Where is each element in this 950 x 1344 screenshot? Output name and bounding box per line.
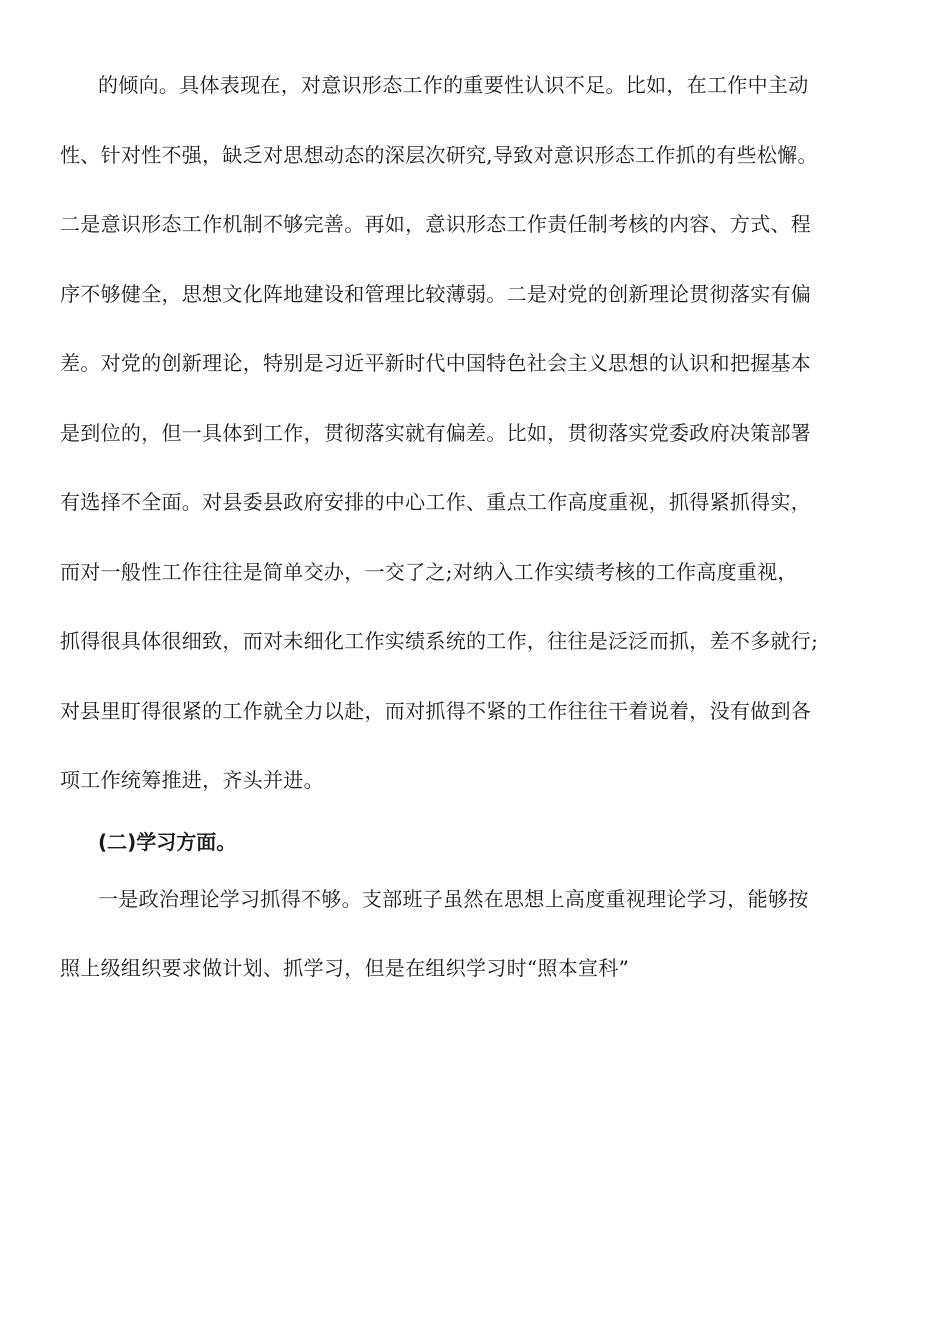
paragraph-line: 的倾向。具体表现在，对意识形态工作的重要性认识不足。比如，在工作中主动 bbox=[98, 73, 809, 97]
paragraph-line: 一是政治理论学习抓得不够。支部班子虽然在思想上高度重视理论学习，能够按 bbox=[98, 887, 809, 911]
paragraph-line: 而对一般性工作往往是简单交办，一交了之;对纳入工作实绩考核的工作高度重视， bbox=[60, 560, 798, 584]
paragraph-line: 是到位的，但一具体到工作，贯彻落实就有偏差。比如，贯彻落实党委政府决策部署 bbox=[60, 421, 812, 445]
paragraph-line: 对县里盯得很紧的工作就全力以赴，而对抓得不紧的工作往往干着说着，没有做到各 bbox=[60, 699, 812, 723]
paragraph-line: 照上级组织要求做计划、抓学习，但是在组织学习时“照本宣科” bbox=[60, 956, 630, 980]
paragraph-line: 序不够健全，思想文化阵地建设和管理比较薄弱。二是对党的创新理论贯彻落实有偏 bbox=[60, 282, 812, 306]
paragraph-line: 有选择不全面。对县委县政府安排的中心工作、重点工作高度重视，抓得紧抓得实， bbox=[60, 490, 812, 514]
paragraph-line: 项工作统筹推进，齐头并进。 bbox=[60, 768, 324, 792]
paragraph-line: 抓得很具体很细致，而对未细化工作实绩系统的工作，往往是泛泛而抓，差不多就行; bbox=[60, 629, 819, 653]
section-heading: (二)学习方面。 bbox=[98, 830, 237, 854]
paragraph-line: 性、针对性不强，缺乏对思想动态的深层次研究,导致对意识形态工作抓的有些松懈。 bbox=[60, 143, 818, 167]
paragraph-line: 二是意识形态工作机制不够完善。再如，意识形态工作责任制考核的内容、方式、程 bbox=[60, 212, 812, 236]
paragraph-line: 差。对党的创新理论，特别是习近平新时代中国特色社会主义思想的认识和把握基本 bbox=[60, 351, 812, 375]
